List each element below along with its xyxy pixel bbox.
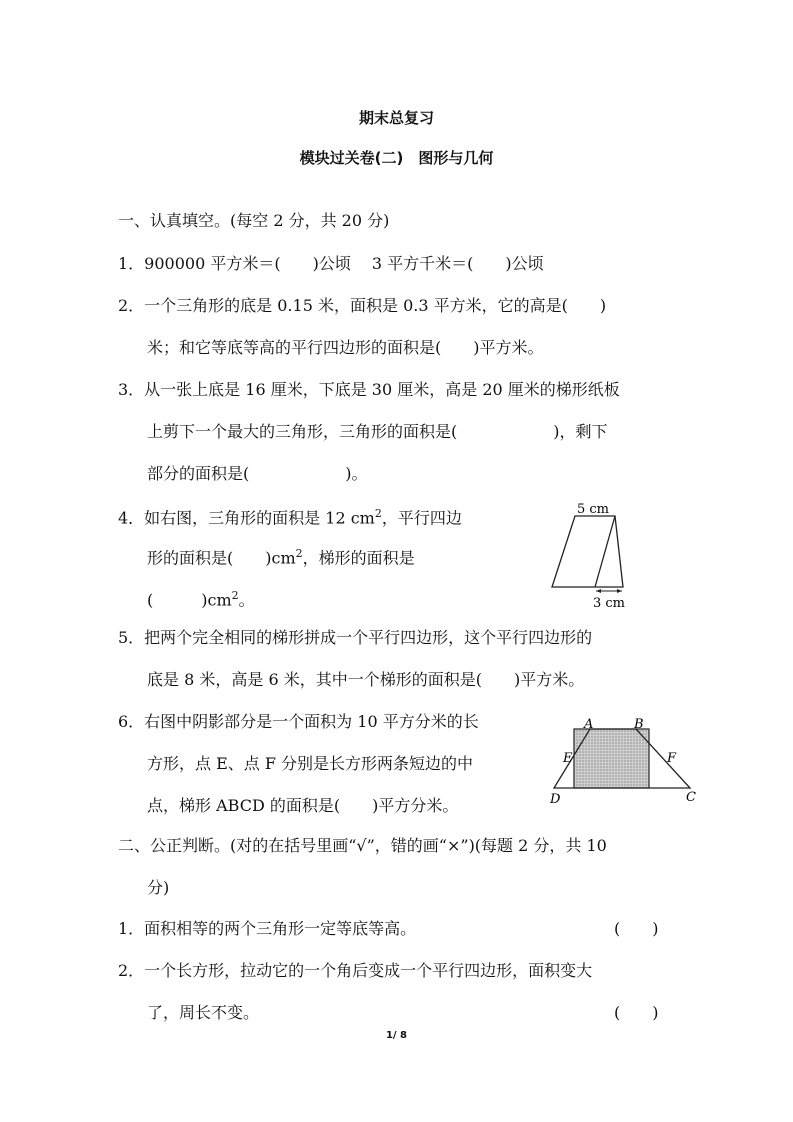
q2-2-answer-bracket[interactable]: ( ) <box>614 1003 659 1022</box>
figure-label-top: 5 cm <box>577 502 610 517</box>
q1-4-line1-sup: 2 <box>374 507 382 520</box>
q1-4-line1-a: 4．如右图，三角形的面积是 12 cm <box>118 508 375 528</box>
label-a: A <box>584 717 594 732</box>
page-subtitle: 模块过关卷(二) 图形与几何 <box>299 149 494 167</box>
q1-6-line2: 方形，点 E、点 F 分别是长方形两条短边的中 <box>147 754 474 773</box>
shaded-trapezoid-figure <box>540 712 705 812</box>
label-e: E <box>563 751 573 766</box>
q1-4-line2-sup: 2 <box>295 547 303 560</box>
trapezoid-divider-line <box>595 516 615 587</box>
q1-3-line1: 3．从一张上底是 16 厘米，下底是 30 厘米，高是 20 厘米的梯形纸板 <box>118 380 620 399</box>
figure-label-bottom: 3 cm <box>593 596 626 611</box>
q1-3-line2: 上剪下一个最大的三角形，三角形的面积是( )，剩下 <box>147 422 608 441</box>
section1-heading: 一、认真填空。(每空 2 分，共 20 分) <box>118 211 390 230</box>
q1-4-line3-a: ( )cm <box>147 590 232 610</box>
q1-6-line1: 6．右图中阴影部分是一个面积为 10 平方分米的长 <box>118 712 479 731</box>
label-d: D <box>550 792 561 807</box>
dimension-arrowhead-left <box>596 589 601 593</box>
q1-1-text: 1．900000 平方米＝( )公顷 3 平方千米＝( )公顷 <box>118 254 544 273</box>
q1-5-line1: 5．把两个完全相同的梯形拼成一个平行四边形，这个平行四边形的 <box>118 628 593 647</box>
q1-4-line1-b: ，平行四边 <box>381 508 462 528</box>
q1-5-line2: 底是 8 米，高是 6 米，其中一个梯形的面积是( )平方米。 <box>147 670 585 689</box>
trapezoid-figure <box>540 498 640 613</box>
label-c: C <box>686 790 696 805</box>
section2-heading-line1: 二、公正判断。(对的在括号里画“√”，错的画“×”)(每题 2 分，共 10 <box>118 836 607 855</box>
q1-4-line3-sup: 2 <box>231 589 239 602</box>
q2-2-line2: 了，周长不变。 <box>147 1003 260 1022</box>
q2-1-answer-bracket[interactable]: ( ) <box>614 919 659 938</box>
q2-1-text: 1．面积相等的两个三角形一定等底等高。 <box>118 919 417 938</box>
q2-2-line1: 2．一个长方形，拉动它的一个角后变成一个平行四边形，面积变大 <box>118 961 593 980</box>
label-f: F <box>667 751 677 766</box>
q1-3-line3: 部分的面积是( )。 <box>147 464 368 483</box>
dimension-arrowhead-right <box>617 589 622 593</box>
q1-4-line2-b: ，梯形的面积是 <box>302 548 415 568</box>
section2-heading-line2: 分) <box>147 878 170 897</box>
q1-4-line2 <box>147 543 415 569</box>
q1-4-line3-b: 。 <box>238 590 255 610</box>
label-b: B <box>634 717 644 732</box>
q1-2-line1: 2．一个三角形的底是 0.15 米，面积是 0.3 平方米，它的高是( ) <box>118 296 607 315</box>
page-title: 期末总复习 <box>358 109 434 127</box>
q1-4-line2-a: 形的面积是( )cm <box>147 548 296 568</box>
q1-4-line3 <box>147 585 255 611</box>
q1-4-line1 <box>118 503 462 529</box>
q1-2-line2: 米；和它等底等高的平行四边形的面积是( )平方米。 <box>147 338 544 357</box>
page-number: 1/ 8 <box>385 1030 408 1041</box>
q1-6-line3: 点，梯形 ABCD 的面积是( )平方分米。 <box>147 796 459 815</box>
